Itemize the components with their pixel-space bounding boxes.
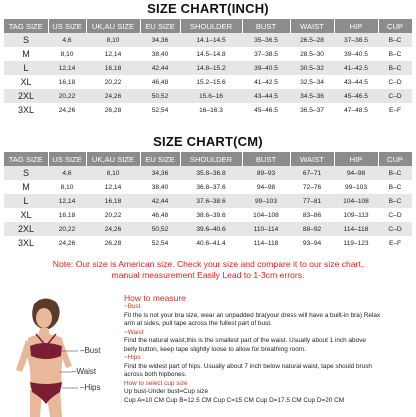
- table-cell: 83–86: [290, 208, 334, 222]
- howto-heading: How to measure: [124, 293, 186, 303]
- table-cell: 46,48: [140, 75, 180, 89]
- table-cell: 40.6–41.4: [180, 236, 242, 250]
- waist-text-2: belly button, keep tape slightly loose to allow for breathing room.: [124, 345, 306, 353]
- table-cell: C–D: [378, 89, 412, 103]
- table-row: [4, 180, 412, 194]
- table-cell: 43–44.5: [242, 89, 290, 103]
- table-cell: 45–46.5: [242, 103, 290, 117]
- table-cell: 41–42.5: [334, 61, 378, 75]
- column-header: BUST: [242, 19, 290, 33]
- column-header: WAIST: [290, 152, 334, 166]
- tag-size-cell: XL: [4, 208, 48, 222]
- table-cell: B–C: [378, 166, 412, 180]
- bust-text-1: Fit the is not your bra size, wear an unpadded bra(your dress will have a built-in bra) Relax: [124, 311, 381, 319]
- column-header: WAIST: [290, 19, 334, 33]
- table-cell: 14.5–14.8: [180, 47, 242, 61]
- table-cell: 14.8–15.2: [180, 61, 242, 75]
- table-cell: 24,26: [86, 222, 140, 236]
- table-cell: 110–114: [242, 222, 290, 236]
- column-header: TAG SIZE: [4, 152, 48, 166]
- tag-size-cell: 2XL: [4, 89, 48, 103]
- hips-heading: ~Hips: [124, 354, 141, 361]
- table-cell: 8,10: [48, 180, 86, 194]
- tag-size-cell: M: [4, 180, 48, 194]
- tag-size-cell: L: [4, 194, 48, 208]
- table-cell: 8,10: [48, 47, 86, 61]
- tag-size-cell: 3XL: [4, 103, 48, 117]
- table-cell: 34,36: [140, 166, 180, 180]
- table-cell: 12,14: [48, 61, 86, 75]
- table-cell: 8,10: [86, 166, 140, 180]
- column-header: EU SIZE: [140, 152, 180, 166]
- table-cell: C–D: [378, 208, 412, 222]
- table-cell: 16,18: [86, 194, 140, 208]
- table-cell: 72–76: [290, 180, 334, 194]
- table-cell: 38,40: [140, 47, 180, 61]
- table-cell: 94–98: [334, 166, 378, 180]
- bust-heading: ~Bust: [124, 303, 141, 310]
- table-cell: C–D: [378, 222, 412, 236]
- table-cell: 12,14: [48, 194, 86, 208]
- table-cell: 24,26: [48, 236, 86, 250]
- column-header: CUP: [378, 19, 412, 33]
- table-cell: 30.5–32: [290, 61, 334, 75]
- table-row: [4, 222, 412, 236]
- table-cell: 28.5–30: [290, 47, 334, 61]
- table-cell: 77–81: [290, 194, 334, 208]
- column-header: HIP: [334, 152, 378, 166]
- table-cell: 14.1–14.5: [180, 33, 242, 47]
- bust-text-2: arm at sides, pull tape across the fullest part of bust.: [124, 320, 272, 327]
- table-cell: 35.8–36.8: [180, 166, 242, 180]
- table-cell: E–F: [378, 103, 412, 117]
- table-cell: 15.2–15.6: [180, 75, 242, 89]
- column-header: US SIZE: [48, 152, 86, 166]
- tag-size-cell: S: [4, 166, 48, 180]
- table-cell: 50,52: [140, 222, 180, 236]
- hips-label: –Hips: [80, 383, 101, 392]
- cup-text-2: Cup A=10 CM Cup B=12.5 CM Cup C=15 CM Cup D=17.5 CM Cup D=20 CM: [124, 396, 345, 404]
- cup-heading: How to select cup size: [124, 379, 188, 387]
- cm-header-row: [4, 152, 412, 166]
- table-row: [4, 89, 412, 103]
- table-cell: 16,18: [86, 61, 140, 75]
- table-cell: 46,48: [140, 208, 180, 222]
- cm-size-table: [4, 152, 413, 250]
- table-cell: 37–38.5: [334, 33, 378, 47]
- table-cell: 8,10: [86, 33, 140, 47]
- table-cell: 41–42.5: [242, 75, 290, 89]
- note-line-2: manual measurement Easily Lead to 1-3cm errors.: [111, 270, 305, 280]
- column-header: US SIZE: [48, 19, 86, 33]
- table-cell: 45–46.5: [334, 89, 378, 103]
- column-header: SHOULDER: [180, 152, 242, 166]
- table-cell: 34,36: [140, 33, 180, 47]
- table-cell: 26,28: [86, 236, 140, 250]
- table-cell: 38.6–39.6: [180, 208, 242, 222]
- how-to-measure: [124, 293, 414, 405]
- table-row: [4, 61, 412, 75]
- table-cell: 12,14: [86, 180, 140, 194]
- table-cell: 89–93: [242, 166, 290, 180]
- tag-size-cell: 2XL: [4, 222, 48, 236]
- table-cell: 4,6: [48, 33, 86, 47]
- table-row: [4, 103, 412, 117]
- table-cell: 42,44: [140, 61, 180, 75]
- table-cell: 24,26: [48, 103, 86, 117]
- tag-size-cell: S: [4, 33, 48, 47]
- table-cell: 88–92: [290, 222, 334, 236]
- table-cell: 37–38.5: [242, 47, 290, 61]
- column-header: UK,AU SIZE: [86, 19, 140, 33]
- table-cell: 43–44.5: [334, 75, 378, 89]
- table-cell: C–D: [378, 75, 412, 89]
- table-cell: 20,22: [86, 208, 140, 222]
- hips-text-1: Find the widest part of hips. Usually about 7 inch below natural waist, tape should brush: [124, 362, 372, 370]
- table-cell: 34.5–36: [290, 89, 334, 103]
- table-cell: 109–113: [334, 208, 378, 222]
- table-cell: 24,26: [86, 89, 140, 103]
- table-cell: 114–118: [334, 222, 378, 236]
- column-header: CUP: [378, 152, 412, 166]
- column-header: HIP: [334, 19, 378, 33]
- table-cell: 99–103: [334, 180, 378, 194]
- waist-heading: ~Waist: [124, 328, 144, 336]
- table-cell: 32.5–34: [290, 75, 334, 89]
- table-cell: 26.5–28: [290, 33, 334, 47]
- column-header: UK,AU SIZE: [86, 152, 140, 166]
- tag-size-cell: 3XL: [4, 236, 48, 250]
- waist-label: –Waist: [72, 367, 97, 376]
- table-cell: 38,40: [140, 180, 180, 194]
- table-cell: 52,54: [140, 236, 180, 250]
- table-cell: 52,54: [140, 103, 180, 117]
- table-cell: 39–40.5: [334, 47, 378, 61]
- table-cell: 16,18: [48, 75, 86, 89]
- table-cell: 15.6–16: [180, 89, 242, 103]
- model-figure: [0, 284, 120, 417]
- table-cell: 104–108: [334, 194, 378, 208]
- table-cell: B–C: [378, 61, 412, 75]
- cm-chart-title: SIZE CHART(CM): [153, 134, 263, 149]
- table-row: [4, 208, 412, 222]
- table-cell: 20,22: [48, 222, 86, 236]
- table-cell: B–C: [378, 47, 412, 61]
- table-cell: 37.6–38.6: [180, 194, 242, 208]
- tag-size-cell: M: [4, 47, 48, 61]
- column-header: SHOULDER: [180, 19, 242, 33]
- table-row: [4, 75, 412, 89]
- table-cell: 12,14: [86, 47, 140, 61]
- table-cell: 114–118: [242, 236, 290, 250]
- cup-text-1: Up bust-Under bust=Cup size: [124, 388, 209, 395]
- table-cell: E–F: [378, 236, 412, 250]
- tag-size-cell: L: [4, 61, 48, 75]
- inch-chart-title: SIZE CHART(INCH): [147, 1, 269, 16]
- table-cell: B–C: [378, 33, 412, 47]
- table-row: [4, 194, 412, 208]
- table-cell: 50,52: [140, 89, 180, 103]
- size-note: [0, 259, 416, 281]
- table-cell: 26,28: [86, 103, 140, 117]
- column-header: EU SIZE: [140, 19, 180, 33]
- table-cell: B–C: [378, 194, 412, 208]
- hips-text-2: across both hipbones.: [124, 371, 187, 378]
- table-cell: 119–123: [334, 236, 378, 250]
- table-cell: 16,18: [48, 208, 86, 222]
- inch-table-body: [4, 33, 412, 117]
- table-cell: 104–108: [242, 208, 290, 222]
- table-cell: 42,44: [140, 194, 180, 208]
- table-cell: 99–103: [242, 194, 290, 208]
- table-cell: 93–94: [290, 236, 334, 250]
- table-row: [4, 236, 412, 250]
- table-cell: 47–48.5: [334, 103, 378, 117]
- table-cell: 94–98: [242, 180, 290, 194]
- cm-table-body: [4, 166, 412, 250]
- table-cell: 39.6–40.6: [180, 222, 242, 236]
- table-cell: 36.5–37: [290, 103, 334, 117]
- inch-header-row: [4, 19, 412, 33]
- note-line-1: Note: Our size is American size. Check your size and compare it to our size chart,: [52, 259, 364, 269]
- tag-size-cell: XL: [4, 75, 48, 89]
- table-cell: 20,22: [48, 89, 86, 103]
- bust-label: –Bust: [80, 346, 101, 355]
- table-cell: 67–71: [290, 166, 334, 180]
- table-cell: B–C: [378, 180, 412, 194]
- table-cell: 20,22: [86, 75, 140, 89]
- inch-size-table: [4, 19, 413, 117]
- table-cell: 4,6: [48, 166, 86, 180]
- table-cell: 16–16.3: [180, 103, 242, 117]
- column-header: BUST: [242, 152, 290, 166]
- column-header: TAG SIZE: [4, 19, 48, 33]
- table-row: [4, 47, 412, 61]
- table-row: [4, 166, 412, 180]
- table-row: [4, 33, 412, 47]
- table-cell: 35–36.5: [242, 33, 290, 47]
- waist-text-1: Find the natural waist,this is the smallest part of the waist. Usually about 1 inch above: [124, 337, 366, 344]
- table-cell: 39–40.5: [242, 61, 290, 75]
- table-cell: 36.8–37.6: [180, 180, 242, 194]
